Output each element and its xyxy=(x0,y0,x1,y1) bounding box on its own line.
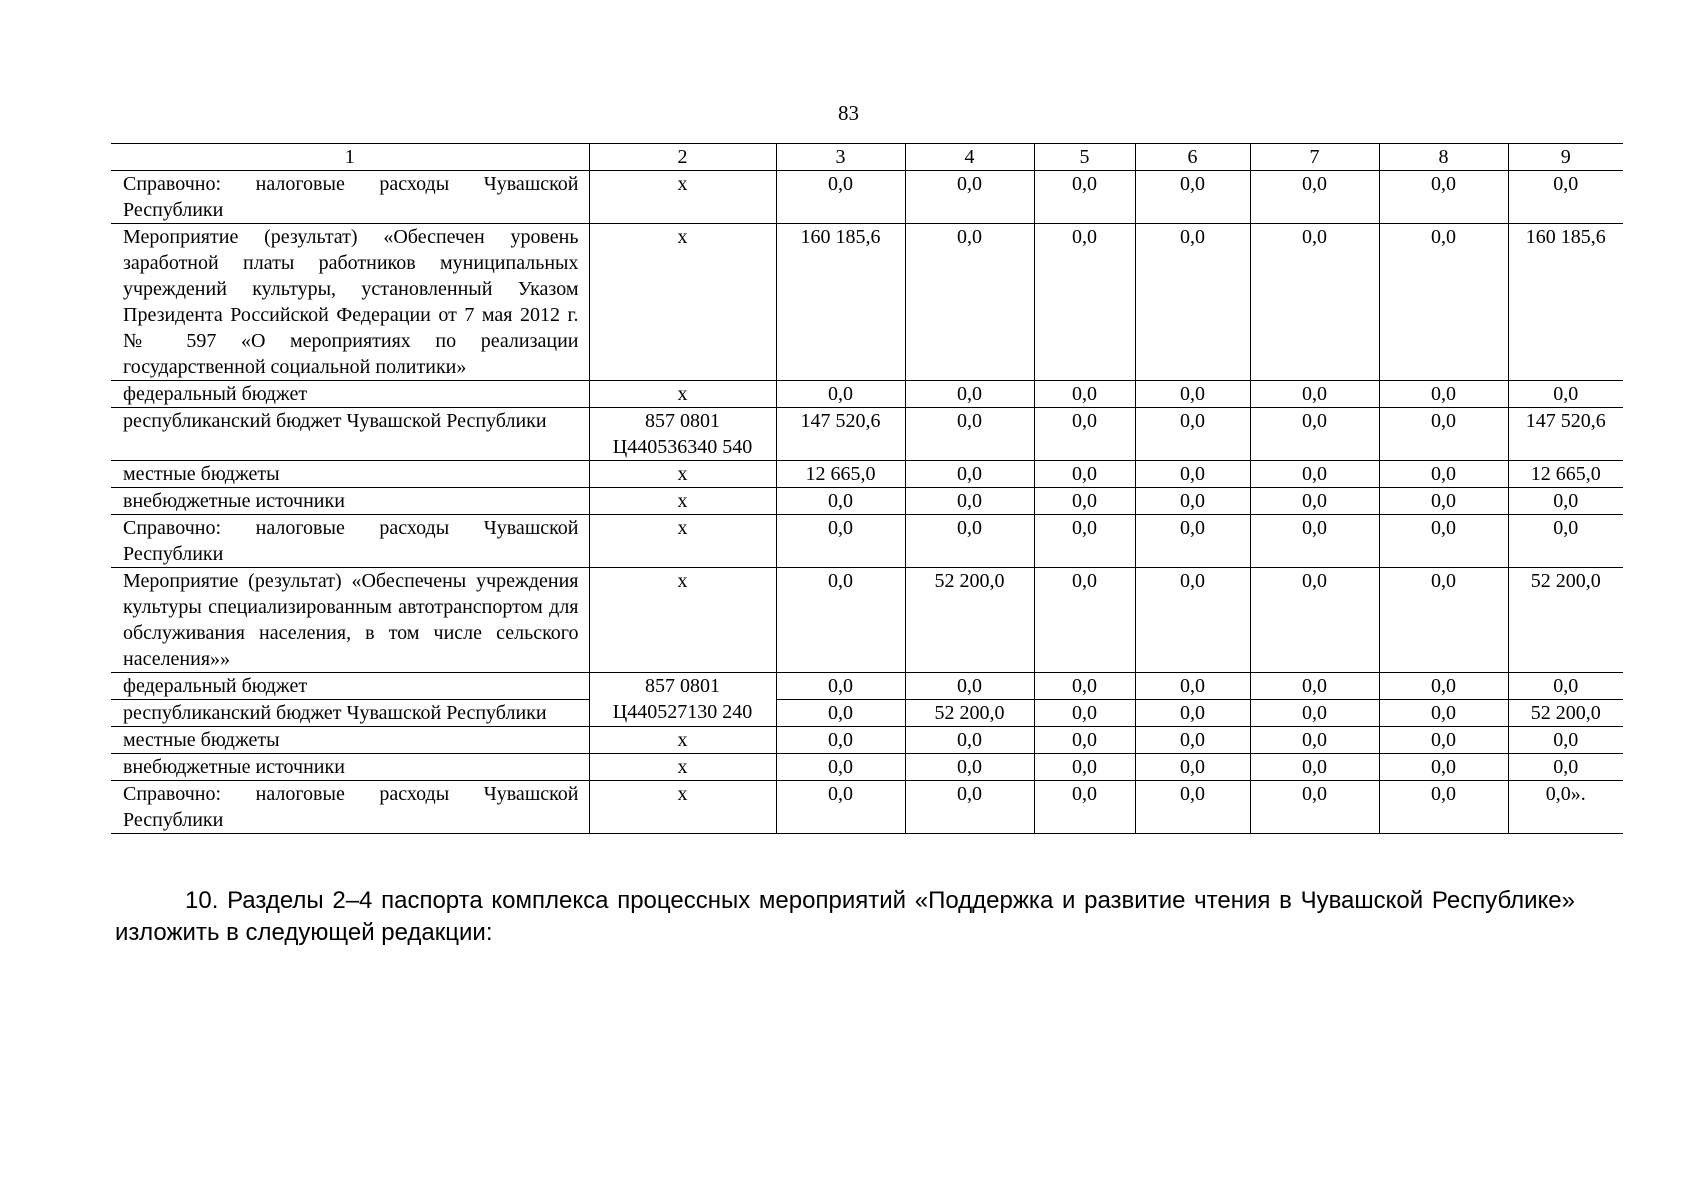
value-cell: 0,0 xyxy=(1135,673,1250,700)
value-cell: 160 185,6 xyxy=(1508,224,1623,381)
value-cell: 0,0 xyxy=(1034,381,1135,408)
value-cell: 0,0 xyxy=(776,754,905,781)
value-cell: 0,0 xyxy=(1135,781,1250,834)
value-cell: 0,0 xyxy=(1034,515,1135,568)
value-cell: 0,0 xyxy=(1379,515,1508,568)
budget-code-cell: х xyxy=(589,224,776,381)
value-cell: 0,0 xyxy=(1135,568,1250,673)
value-cell: 147 520,6 xyxy=(1508,408,1623,461)
table-row xyxy=(111,224,1623,381)
row-name-cell: Справочно: налоговые расходы Чувашской Республики xyxy=(111,171,589,224)
value-cell: 0,0 xyxy=(1508,488,1623,515)
page-number: 83 xyxy=(838,101,859,125)
value-cell: 0,0 xyxy=(1508,515,1623,568)
value-cell: 0,0 xyxy=(1379,727,1508,754)
value-cell: 0,0 xyxy=(1250,568,1379,673)
budget-code-cell: х xyxy=(589,781,776,834)
amendment-paragraph xyxy=(115,885,1575,949)
value-cell: 0,0 xyxy=(905,488,1034,515)
value-cell: 52 200,0 xyxy=(1508,568,1623,673)
table-row xyxy=(111,700,1623,727)
value-cell: 0,0 xyxy=(1034,171,1135,224)
table-row xyxy=(111,461,1623,488)
budget-code-cell: х xyxy=(589,568,776,673)
value-cell: 0,0 xyxy=(1034,754,1135,781)
value-cell: 0,0 xyxy=(1250,700,1379,727)
value-cell: 0,0 xyxy=(1250,515,1379,568)
table-row xyxy=(111,754,1623,781)
column-number: 6 xyxy=(1135,144,1250,171)
table-row xyxy=(111,381,1623,408)
value-cell: 0,0 xyxy=(776,568,905,673)
budget-code-cell: 857 0801 Ц440527130 240 xyxy=(589,673,776,727)
value-cell: 147 520,6 xyxy=(776,408,905,461)
value-cell: 0,0 xyxy=(1034,781,1135,834)
value-cell: 0,0 xyxy=(1250,461,1379,488)
value-cell: 0,0 xyxy=(1379,408,1508,461)
value-cell: 0,0 xyxy=(1508,673,1623,700)
value-cell: 0,0 xyxy=(1135,727,1250,754)
row-name-cell: Справочно: налоговые расходы Чувашской Республики xyxy=(111,515,589,568)
value-cell: 0,0 xyxy=(905,781,1034,834)
budget-code-cell: х xyxy=(589,754,776,781)
value-cell: 52 200,0 xyxy=(905,700,1034,727)
budget-table xyxy=(111,143,1623,834)
value-cell: 0,0 xyxy=(776,515,905,568)
value-cell: 0,0 xyxy=(1034,727,1135,754)
column-number: 4 xyxy=(905,144,1034,171)
column-number: 7 xyxy=(1250,144,1379,171)
value-cell: 0,0 xyxy=(1379,224,1508,381)
value-cell: 0,0 xyxy=(1135,754,1250,781)
value-cell: 0,0 xyxy=(1034,568,1135,673)
value-cell: 12 665,0 xyxy=(1508,461,1623,488)
value-cell: 0,0 xyxy=(905,381,1034,408)
value-cell: 0,0 xyxy=(1250,171,1379,224)
row-name-cell: федеральный бюджет xyxy=(111,673,589,700)
budget-code-cell: х xyxy=(589,488,776,515)
value-cell: 0,0 xyxy=(1250,781,1379,834)
budget-code-cell: 857 0801 Ц440536340 540 xyxy=(589,408,776,461)
row-name-cell: федеральный бюджет xyxy=(111,381,589,408)
table-row xyxy=(111,673,1623,700)
table-row xyxy=(111,488,1623,515)
table-row xyxy=(111,568,1623,673)
value-cell: 0,0 xyxy=(1379,461,1508,488)
value-cell: 0,0 xyxy=(1508,381,1623,408)
table-row xyxy=(111,781,1623,834)
value-cell: 0,0 xyxy=(1379,171,1508,224)
table-header-row xyxy=(111,144,1623,171)
value-cell: 160 185,6 xyxy=(776,224,905,381)
budget-code-cell: х xyxy=(589,461,776,488)
row-name-cell: республиканский бюджет Чувашской Республики xyxy=(111,408,589,461)
value-cell: 0,0 xyxy=(905,461,1034,488)
table-row xyxy=(111,727,1623,754)
value-cell: 0,0 xyxy=(1379,381,1508,408)
value-cell: 0,0 xyxy=(776,700,905,727)
value-cell: 0,0 xyxy=(1250,673,1379,700)
value-cell: 0,0 xyxy=(1508,727,1623,754)
value-cell: 0,0 xyxy=(1508,171,1623,224)
value-cell: 0,0 xyxy=(1135,224,1250,381)
value-cell: 0,0 xyxy=(1135,171,1250,224)
table-row xyxy=(111,515,1623,568)
value-cell: 0,0 xyxy=(1034,488,1135,515)
value-cell: 0,0 xyxy=(1250,381,1379,408)
value-cell: 0,0 xyxy=(905,673,1034,700)
value-cell: 0,0 xyxy=(1250,754,1379,781)
table-row xyxy=(111,408,1623,461)
budget-code-cell: х xyxy=(589,171,776,224)
value-cell: 0,0 xyxy=(905,171,1034,224)
value-cell: 0,0 xyxy=(776,781,905,834)
value-cell: 0,0 xyxy=(1379,673,1508,700)
value-cell: 0,0 xyxy=(1135,700,1250,727)
value-cell: 0,0 xyxy=(1250,224,1379,381)
value-cell: 0,0 xyxy=(1135,488,1250,515)
value-cell: 0,0 xyxy=(776,727,905,754)
value-cell: 0,0 xyxy=(776,381,905,408)
value-cell: 0,0 xyxy=(776,488,905,515)
value-cell: 0,0 xyxy=(776,171,905,224)
value-cell: 12 665,0 xyxy=(776,461,905,488)
value-cell: 0,0 xyxy=(905,515,1034,568)
value-cell: 0,0 xyxy=(1034,408,1135,461)
value-cell: 52 200,0 xyxy=(905,568,1034,673)
value-cell: 0,0 xyxy=(1508,754,1623,781)
budget-code-cell: х xyxy=(589,727,776,754)
row-name-cell: Справочно: налоговые расходы Чувашской Республики xyxy=(111,781,589,834)
row-name-cell: местные бюджеты xyxy=(111,727,589,754)
column-number: 1 xyxy=(111,144,589,171)
value-cell: 0,0 xyxy=(1379,568,1508,673)
value-cell: 0,0 xyxy=(1379,781,1508,834)
column-number: 9 xyxy=(1508,144,1623,171)
value-cell: 0,0 xyxy=(1250,408,1379,461)
value-cell: 0,0 xyxy=(1250,727,1379,754)
value-cell: 0,0 xyxy=(905,224,1034,381)
value-cell: 0,0 xyxy=(1135,408,1250,461)
value-cell: 0,0 xyxy=(1034,461,1135,488)
value-cell: 0,0 xyxy=(776,673,905,700)
budget-code-cell: х xyxy=(589,381,776,408)
value-cell: 52 200,0 xyxy=(1508,700,1623,727)
row-name-cell: местные бюджеты xyxy=(111,461,589,488)
value-cell: 0,0». xyxy=(1508,781,1623,834)
budget-code-cell: х xyxy=(589,515,776,568)
value-cell: 0,0 xyxy=(1135,515,1250,568)
value-cell: 0,0 xyxy=(1034,673,1135,700)
value-cell: 0,0 xyxy=(1034,700,1135,727)
value-cell: 0,0 xyxy=(1034,224,1135,381)
column-number: 2 xyxy=(589,144,776,171)
value-cell: 0,0 xyxy=(1135,381,1250,408)
column-number: 8 xyxy=(1379,144,1508,171)
value-cell: 0,0 xyxy=(1135,461,1250,488)
value-cell: 0,0 xyxy=(1250,488,1379,515)
value-cell: 0,0 xyxy=(1379,700,1508,727)
column-number: 3 xyxy=(776,144,905,171)
value-cell: 0,0 xyxy=(905,754,1034,781)
row-name-cell: внебюджетные источники xyxy=(111,488,589,515)
value-cell: 0,0 xyxy=(905,727,1034,754)
row-name-cell: Мероприятие (результат) «Обеспечены учреждения культуры специализированным автотранспортом для обслуживания населения, в том числе сельского населения»» xyxy=(111,568,589,673)
paragraph-text: 10. Разделы 2–4 паспорта комплекса процессных мероприятий «Поддержка и развитие чтения в Чувашской Республике» изложить в следующей редакции: xyxy=(115,887,1575,946)
value-cell: 0,0 xyxy=(1379,754,1508,781)
row-name-cell: Мероприятие (результат) «Обеспечен уровень заработной платы работников муниципальных учреждений культуры, установленный Указом Президента Российской Федерации от 7 мая 2012 г. № 597 «О мероприятиях по реализации государственной социальной политики» xyxy=(111,224,589,381)
table-row xyxy=(111,171,1623,224)
value-cell: 0,0 xyxy=(1379,488,1508,515)
column-number: 5 xyxy=(1034,144,1135,171)
row-name-cell: внебюджетные источники xyxy=(111,754,589,781)
row-name-cell: республиканский бюджет Чувашской Республики xyxy=(111,700,589,727)
value-cell: 0,0 xyxy=(905,408,1034,461)
